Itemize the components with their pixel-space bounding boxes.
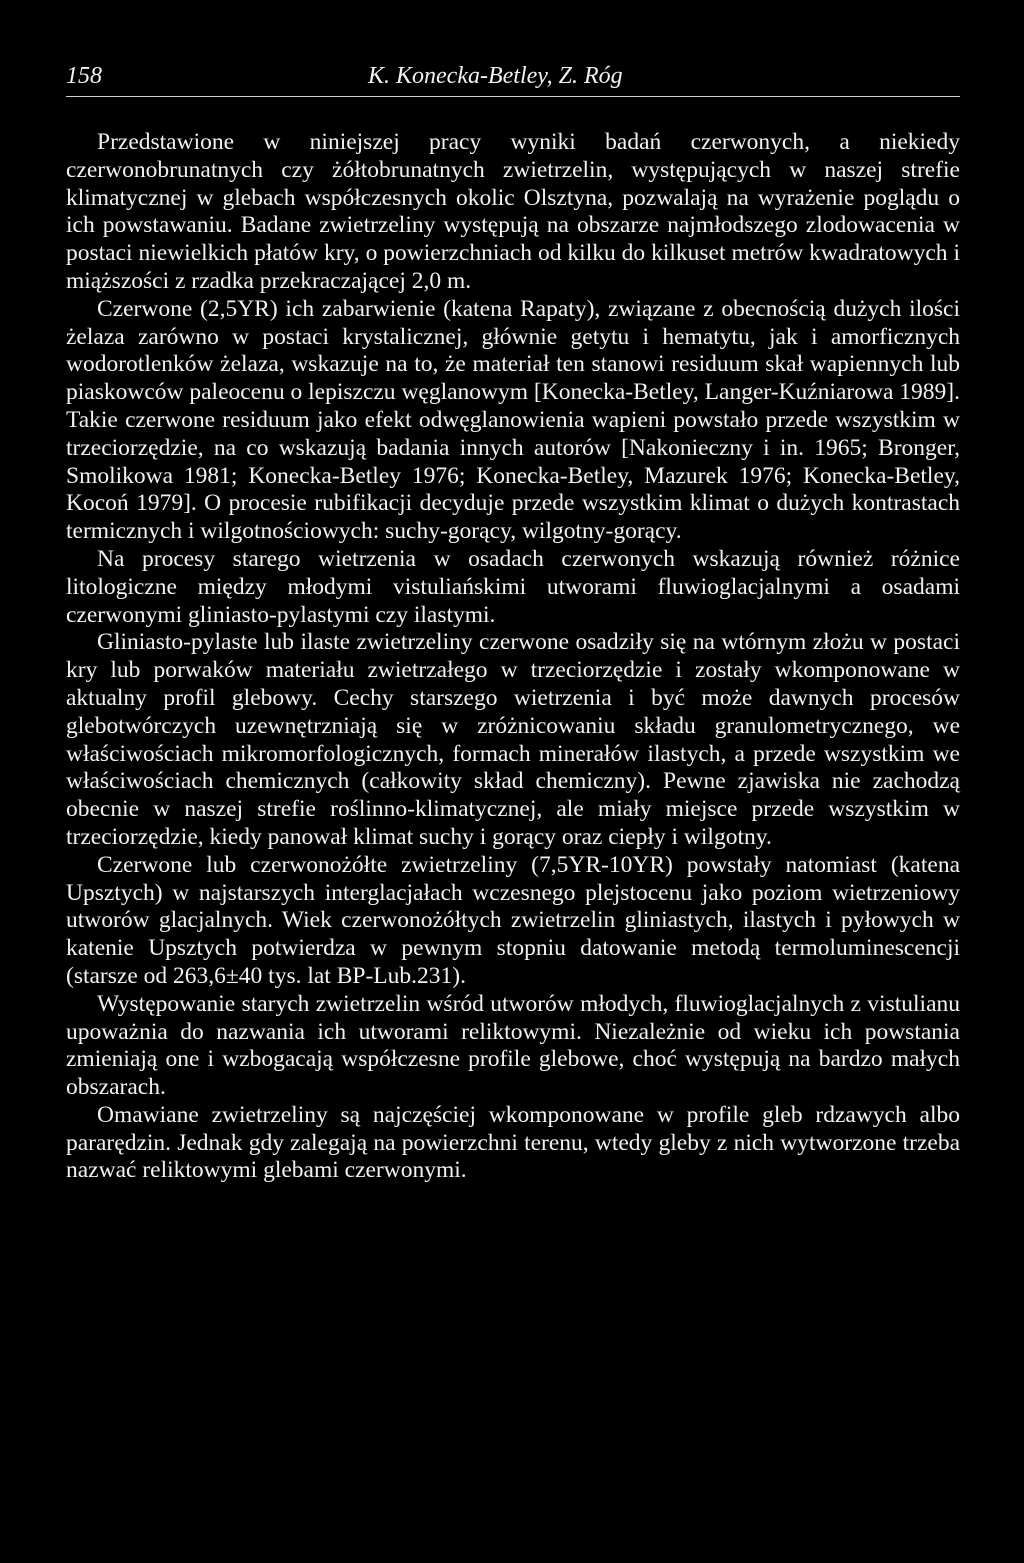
paragraph-conclusion: Omawiane zwietrzeliny są najczęściej wkomponowane w profile gleb rdzawych albo pararędzin. Jednak gdy zalegają na powierzchni terenu, wtedy gleby z nich wytworzone trzeba nazwać reliktowymi glebami czerwonymi. — [66, 1101, 960, 1184]
paragraph-red-colouring: Czerwone (2,5YR) ich zabarwienie (katena Rapaty), związane z obecnością dużych ilości żelaza zarówno w postaci krystalicznej, głównie getytu i hematytu, jak i amorficznych wodorotlenków żelaza, wskazuje na to, że materiał ten stanowi residuum skał wapiennych lub piaskowców paleocenu o lepiszczu węglanowym [Konecka-Betley, Langer-Kuźniarowa 1989]. Takie czerwone residuum jako efekt odwęglanowienia wapieni powstało przede wszystkim w trzeciorzędzie, na co wskazują badania innych autorów [Nakonieczny i in. 1965; Bronger, Smolikowa 1981; Konecka-Betley 1976; Konecka-Betley, Mazurek 1976; Konecka-Betley, Kocoń 1979]. O procesie rubifikacji decyduje przede wszystkim klimat o dużych kontrastach termicznych i wilgotnościowych: suchy-gorący, wilgotny-gorący. — [66, 295, 960, 545]
paragraph-clay-silt-weathering: Gliniasto-pylaste lub ilaste zwietrzeliny czerwone osadziły się na wtórnym złożu w postaci kry lub porwaków materiału zwietrzałego w trzeciorzędzie i zostały wkomponowane w aktualny profil glebowy. Cechy starszego wietrzenia i być może dawnych procesów glebotwórczych uzewnętrzniają się w zróżnicowaniu składu granulometrycznego, we właściwościach mikromorfologicznych, formach minerałów ilastych, a przede wszystkim we właściwościach chemicznych (całkowity skład chemiczny). Pewne zjawiska nie zachodzą obecnie w naszej strefie roślinno-klimatycznej, ale miały miejsce przede wszystkim w trzeciorzędzie, kiedy panował klimat suchy i gorący oraz ciepły i wilgotny. — [66, 629, 960, 850]
page-number: 158 — [66, 63, 102, 89]
page — [66, 62, 960, 1185]
paragraph-summary-intro: Przedstawione w niniejszej pracy wyniki badań czerwonych, a niekiedy czerwonobrunatnych czy żółtobrunatnych zwietrzelin, występujących w naszej strefie klimatycznej w glebach współczesnych okolic Olsztyna, pozwalają na wyrażenie poglądu o ich powstawaniu. Badane zwietrzeliny występują na obszarze najmłodszego zlodowacenia w postaci niewielkich płatów kry, o powierzchniach od kilku do kilkuset metrów kwadratowych i miąższości z rzadka przekraczającej 2,0 m. — [66, 129, 960, 294]
paragraph-old-weathering: Na procesy starego wietrzenia w osadach czerwonych wskazują również różnice litologiczne między młodymi vistuliańskimi utworami fluwioglacjalnymi a osadami czerwonymi gliniasto-pylastymi czy ilastymi. — [66, 545, 960, 628]
running-header — [66, 62, 960, 97]
paragraph-red-yellow-weathering: Czerwone lub czerwonożółte zwietrzeliny (7,5YR-10YR) powstały natomiast (katena Upsztych) w najstarszych interglacjałach wczesnego plejstocenu jako poziom wietrzeniowy utworów glacjalnych. Wiek czerwonożółtych zwietrzelin gliniastych, ilastych i pyłowych w katenie Upsztych potwierdza w pewnym stopniu datowanie metodą termoluminescencji (starsze od 263,6±40 tys. lat BP-Lub.231). — [66, 851, 960, 989]
body-text — [66, 129, 960, 1185]
paragraph-relict-deposits: Występowanie starych zwietrzelin wśród utworów młodych, fluwioglacjalnych z vistulianu upoważnia do nazwania ich utworami reliktowymi. Niezależnie od wieku ich powstania zmieniają one i wzbogacają współczesne profile glebowe, choć występują na bardzo małych obszarach. — [66, 990, 960, 1101]
running-title: K. Konecka-Betley, Z. Róg — [368, 63, 623, 89]
